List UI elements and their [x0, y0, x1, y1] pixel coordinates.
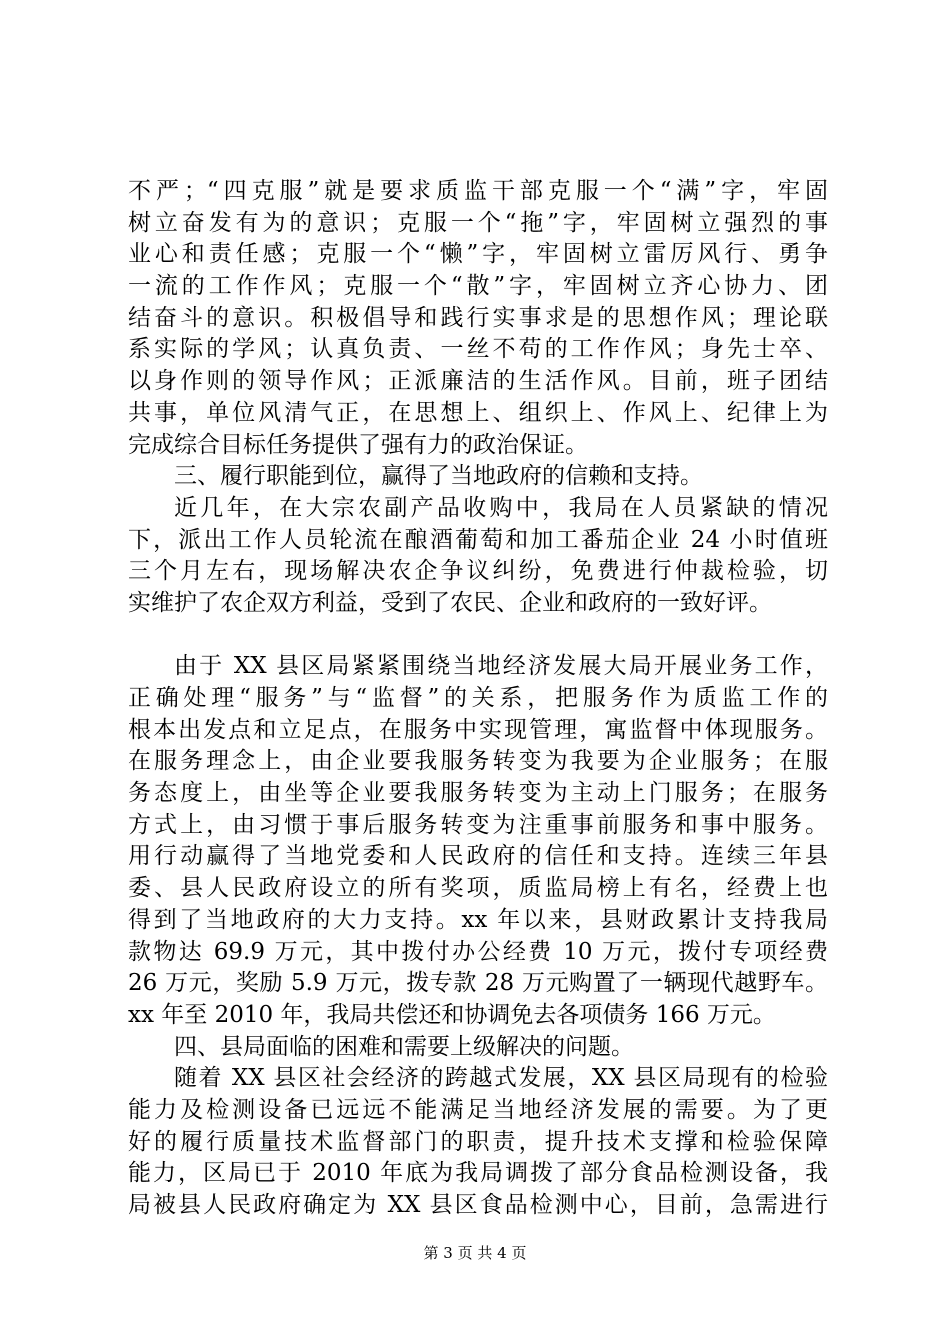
text-line: 好的履行质量技术监督部门的职责，提升技术支撑和检验保障 — [128, 1128, 828, 1155]
text-line: 下，派出工作人员轮流在酿酒葡萄和加工番茄企业 24 小时值班 — [128, 526, 828, 553]
text-line: 以身作则的领导作风；正派廉洁的生活作风。目前，班子团结 — [128, 368, 828, 395]
text-line: 树立奋发有为的意识；克服一个“拖”字，牢固树立强烈的事 — [128, 209, 828, 236]
text-line: 方式上，由习惯于事后服务转变为注重事前服务和事中服务。 — [128, 811, 828, 838]
text-line: xx 年至 2010 年，我局共偿还和协调免去各项债务 166 万元。 — [128, 1001, 776, 1028]
text-line: 完成综合目标任务提供了强有力的政治保证。 — [128, 431, 588, 458]
text-line: 正确处理“服务”与“监督”的关系，把服务作为质监工作的 — [128, 685, 828, 711]
paragraph-spacer — [128, 620, 828, 652]
text-line: 共事，单位风清气正，在思想上、组织上、作风上、纪律上为 — [128, 399, 828, 426]
text-line: 得到了当地政府的大力支持。xx 年以来，县财政累计支持我局 — [128, 906, 828, 933]
text-line: 由于 XX 县区局紧紧围绕当地经济发展大局开展业务工作， — [174, 653, 828, 680]
text-line: 能力及检测设备已远远不能满足当地经济发展的需要。为了更 — [128, 1096, 828, 1123]
text-line: 一流的工作作风；克服一个“散”字，牢固树立齐心协力、团 — [128, 273, 828, 300]
text-line: 不严；“四克服”就是要求质监干部克服一个“满”字，牢固 — [128, 178, 828, 204]
text-line: 系实际的学风；认真负责、一丝不苟的工作作风；身先士卒、 — [128, 336, 828, 363]
text-line: 结奋斗的意识。积极倡导和践行实事求是的思想作风；理论联 — [128, 304, 828, 331]
text-line: 委、县人民政府设立的所有奖项，质监局榜上有名，经费上也 — [128, 875, 828, 902]
text-line: 根本出发点和立足点，在服务中实现管理，寓监督中体现服务。 — [128, 716, 828, 743]
document-body — [128, 176, 828, 1222]
text-line: 能力，区局已于 2010 年底为我局调拨了部分食品检测设备，我 — [128, 1160, 828, 1187]
page-footer: 第 3 页 共 4 页 — [423, 1244, 527, 1262]
text-line: 三、履行职能到位，赢得了当地政府的信赖和支持。 — [174, 463, 703, 490]
text-line: 近几年，在大宗农副产品收购中，我局在人员紧缺的情况 — [174, 494, 828, 521]
text-line: 随着 XX 县区社会经济的跨越式发展，XX 县区局现有的检验 — [174, 1065, 828, 1092]
text-line: 三个月左右，现场解决农企争议纠纷，免费进行仲裁检验，切 — [128, 558, 828, 585]
text-line: 26 万元，奖励 5.9 万元，拨专款 28 万元购置了一辆现代越野车。 — [128, 970, 828, 997]
text-line: 四、县局面临的困难和需要上级解决的问题。 — [174, 1033, 634, 1060]
text-line: 用行动赢得了当地党委和人民政府的信任和支持。连续三年县 — [128, 843, 828, 870]
text-line: 在服务理念上，由企业要我服务转变为我要为企业服务；在服 — [128, 748, 828, 775]
text-line: 款物达 69.9 万元，其中拨付办公经费 10 万元，拨付专项经费 — [128, 938, 828, 965]
text-line: 实维护了农企双方利益，受到了农民、企业和政府的一致好评。 — [128, 589, 772, 616]
text-line: 业心和责任感；克服一个“懒”字，牢固树立雷厉风行、勇争 — [128, 241, 828, 268]
text-line: 务态度上，由坐等企业要我服务转变为主动上门服务；在服务 — [128, 780, 828, 807]
text-line: 局被县人民政府确定为 XX 县区食品检测中心，目前，急需进行 — [128, 1192, 828, 1218]
